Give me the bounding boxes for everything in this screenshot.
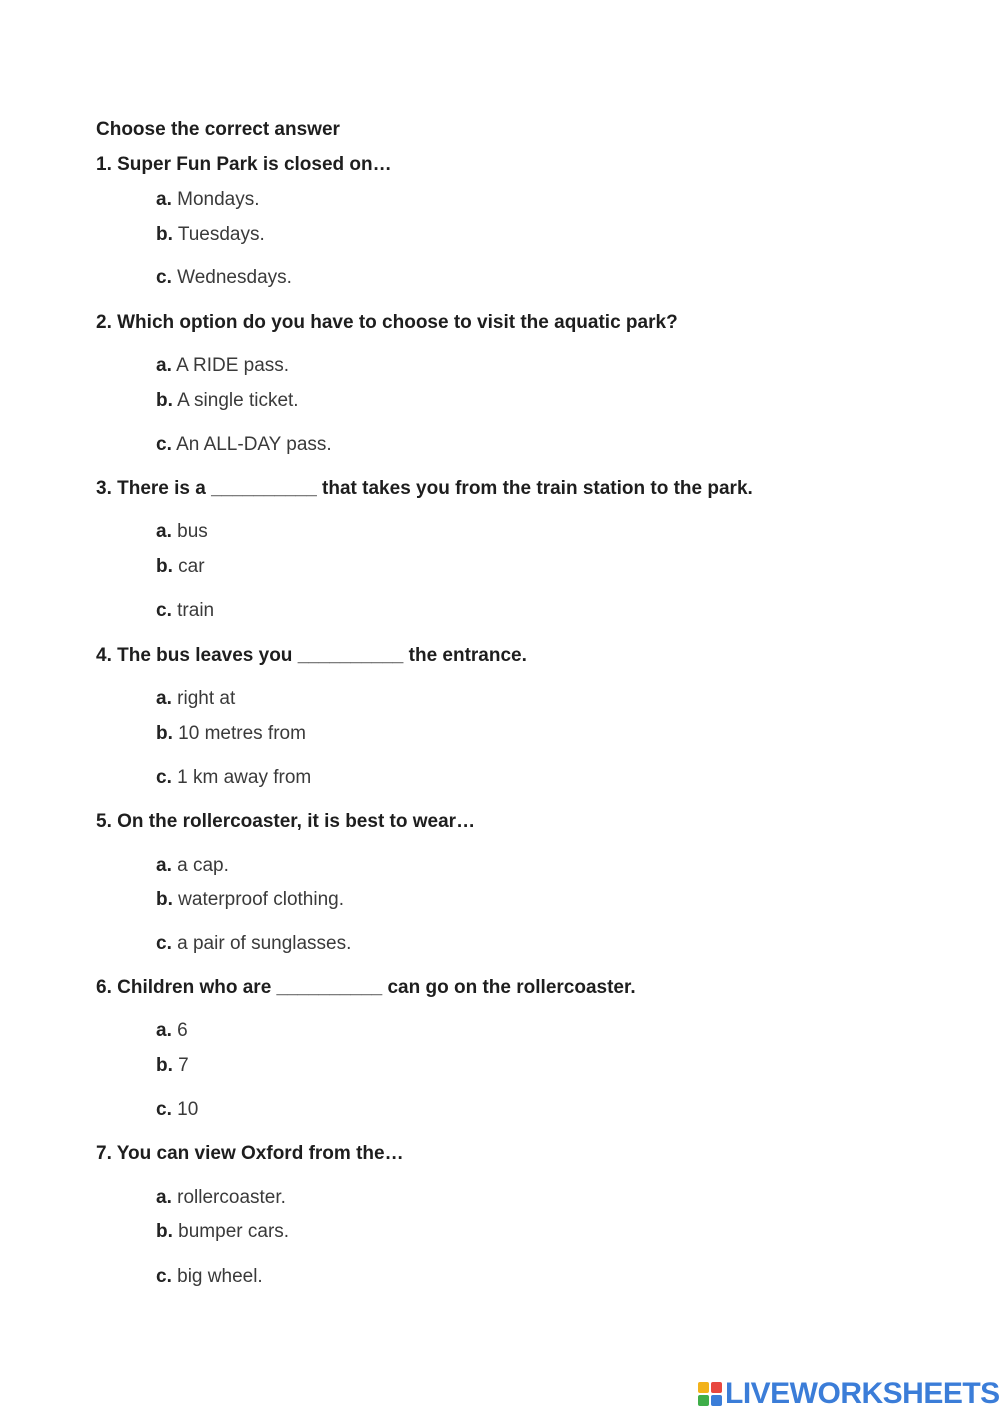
option-a[interactable] bbox=[156, 355, 289, 377]
option-text: right at bbox=[177, 688, 236, 709]
option-letter: b. bbox=[156, 889, 173, 910]
option-c[interactable] bbox=[156, 1099, 198, 1121]
option-text: car bbox=[178, 556, 205, 577]
option-b[interactable] bbox=[156, 723, 306, 745]
logo-icon bbox=[698, 1382, 722, 1406]
liveworksheets-logo bbox=[698, 1378, 1000, 1410]
option-b[interactable] bbox=[156, 224, 265, 246]
option-text: Mondays. bbox=[177, 189, 260, 210]
option-letter: c. bbox=[156, 267, 172, 288]
option-letter: a. bbox=[156, 855, 172, 876]
question-prompt: 2. Which option do you have to choose to visit the aquatic park? bbox=[96, 312, 678, 333]
question-prompt: 4. The bus leaves you __________ the entrance. bbox=[96, 645, 527, 666]
option-c[interactable] bbox=[156, 267, 292, 289]
option-letter: a. bbox=[156, 189, 172, 210]
option-text: bumper cars. bbox=[178, 1221, 290, 1242]
option-text: 6 bbox=[177, 1020, 188, 1041]
option-text: Wednesdays. bbox=[177, 267, 292, 288]
option-text: 1 km away from bbox=[177, 767, 312, 788]
option-letter: b. bbox=[156, 1055, 173, 1076]
option-c[interactable] bbox=[156, 434, 332, 456]
option-letter: a. bbox=[156, 688, 172, 709]
option-letter: c. bbox=[156, 767, 172, 788]
option-letter: a. bbox=[156, 355, 172, 376]
option-c[interactable] bbox=[156, 1266, 263, 1288]
option-a[interactable] bbox=[156, 688, 235, 710]
option-letter: b. bbox=[156, 224, 173, 245]
logo-square bbox=[711, 1395, 722, 1406]
option-a[interactable] bbox=[156, 855, 229, 877]
option-text: bus bbox=[177, 521, 208, 542]
option-letter: b. bbox=[156, 390, 173, 411]
option-b[interactable] bbox=[156, 556, 205, 578]
option-text: 10 bbox=[177, 1099, 199, 1120]
option-letter: b. bbox=[156, 723, 173, 744]
option-text: 7 bbox=[178, 1055, 189, 1076]
logo-square bbox=[711, 1382, 722, 1393]
option-a[interactable] bbox=[156, 1187, 286, 1209]
option-letter: c. bbox=[156, 1266, 172, 1287]
option-letter: c. bbox=[156, 1099, 172, 1120]
option-letter: a. bbox=[156, 1187, 172, 1208]
option-text: Tuesdays. bbox=[177, 224, 265, 245]
option-a[interactable] bbox=[156, 1020, 188, 1042]
option-a[interactable] bbox=[156, 521, 208, 543]
option-letter: b. bbox=[156, 556, 173, 577]
option-letter: a. bbox=[156, 1020, 172, 1041]
option-b[interactable] bbox=[156, 889, 344, 911]
question-prompt: 6. Children who are __________ can go on the rollercoaster. bbox=[96, 977, 636, 998]
option-letter: c. bbox=[156, 434, 172, 455]
option-text: An ALL-DAY pass. bbox=[176, 434, 332, 455]
instruction-heading: Choose the correct answer bbox=[96, 119, 340, 140]
option-text: A single ticket. bbox=[177, 390, 299, 411]
option-b[interactable] bbox=[156, 1055, 189, 1077]
logo-square bbox=[698, 1382, 709, 1393]
option-c[interactable] bbox=[156, 600, 214, 622]
option-b[interactable] bbox=[156, 390, 299, 412]
option-letter: c. bbox=[156, 600, 172, 621]
question-prompt: 5. On the rollercoaster, it is best to wear… bbox=[96, 811, 476, 832]
question-prompt: 1. Super Fun Park is closed on… bbox=[96, 154, 392, 175]
option-c[interactable] bbox=[156, 767, 311, 789]
option-text: big wheel. bbox=[177, 1266, 263, 1287]
logo-text: LIVEWORKSHEETS bbox=[725, 1377, 1000, 1410]
question-prompt: 7. You can view Oxford from the… bbox=[96, 1143, 404, 1164]
logo-square bbox=[698, 1395, 709, 1406]
option-text: a pair of sunglasses. bbox=[177, 933, 352, 954]
option-text: train bbox=[177, 600, 215, 621]
option-letter: b. bbox=[156, 1221, 173, 1242]
option-c[interactable] bbox=[156, 933, 351, 955]
option-text: 10 metres from bbox=[178, 723, 306, 744]
question-prompt: 3. There is a __________ that takes you from the train station to the park. bbox=[96, 478, 753, 499]
option-letter: c. bbox=[156, 933, 172, 954]
option-a[interactable] bbox=[156, 189, 260, 211]
option-text: a cap. bbox=[177, 855, 229, 876]
option-letter: a. bbox=[156, 521, 172, 542]
option-b[interactable] bbox=[156, 1221, 289, 1243]
option-text: waterproof clothing. bbox=[178, 889, 344, 910]
option-text: rollercoaster. bbox=[177, 1187, 286, 1208]
option-text: A RIDE pass. bbox=[176, 355, 290, 376]
